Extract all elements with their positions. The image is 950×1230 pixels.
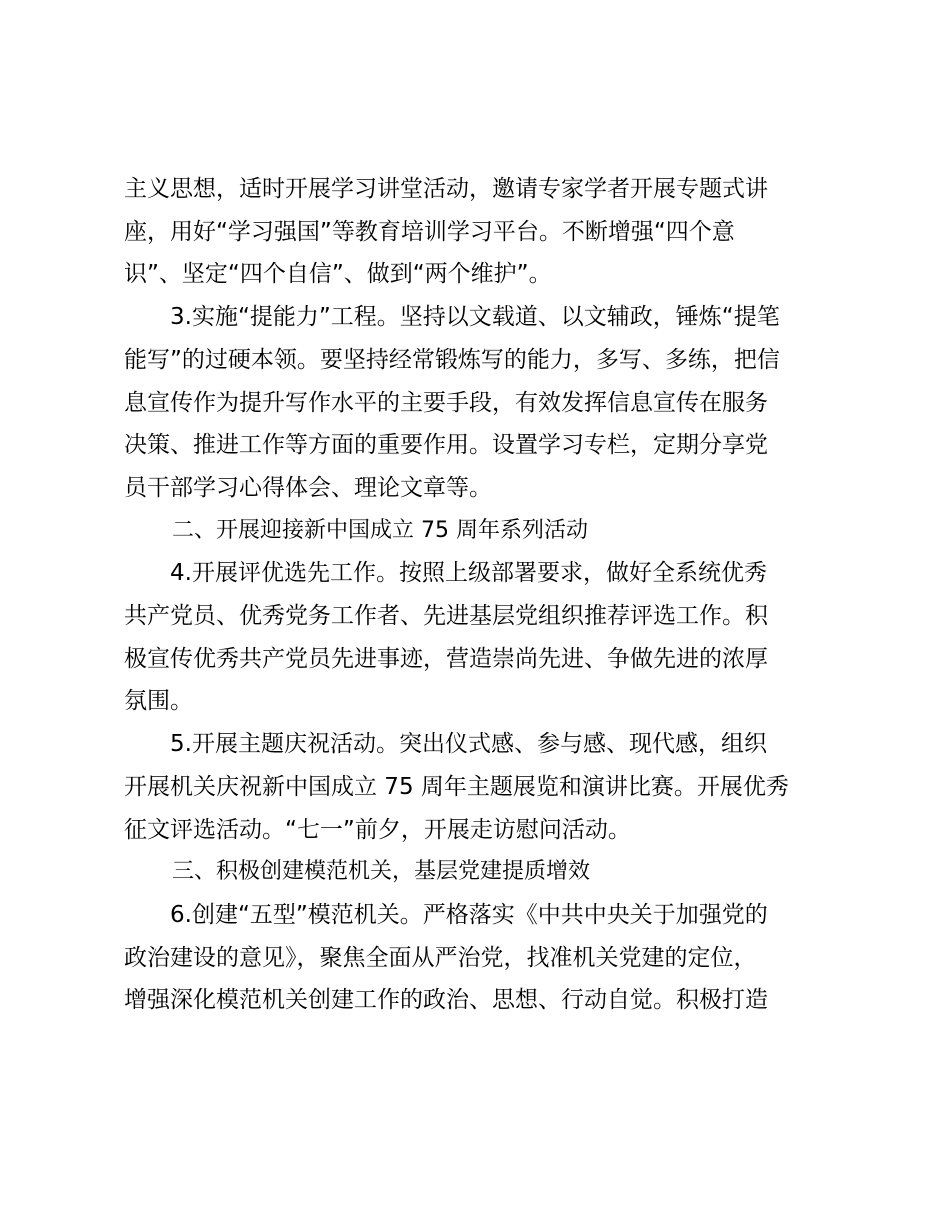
text-line: 氛围。: [124, 688, 193, 715]
text-line: 识”、坚定“四个自信”、做到“两个维护”。: [124, 261, 552, 288]
text-line: 开展机关庆祝新中国成立 75 周年主题展览和演讲比赛。开展优秀: [124, 773, 789, 800]
paragraph-2: [124, 296, 834, 510]
heading-line: 二、开展迎接新中国成立 75 周年系列活动: [172, 517, 588, 543]
text-line: 息宣传作为提升写作水平的主要手段，有效发挥信息宣传在服务: [124, 389, 768, 416]
section-heading-3: [124, 851, 834, 894]
text-line: 政治建设的意见》，聚焦全面从严治党，找准机关党建的定位，: [124, 944, 757, 971]
heading-line: 三、积极创建模范机关，基层党建提质增效: [172, 859, 591, 885]
text-line: 能写”的过硬本领。要坚持经常锻炼写的能力，多写、多练，把信: [124, 346, 780, 373]
text-line: 共产党员、优秀党务工作者、先进基层党组织推荐评选工作。积: [124, 603, 768, 630]
paragraph-4: [124, 552, 834, 723]
text-line: 员干部学习心得体会、理论文章等。: [124, 474, 492, 501]
text-line: 4.开展评优选先工作。按照上级部署要求，做好全系统优秀: [170, 560, 767, 587]
paragraph-1: [124, 168, 834, 296]
text-line: 6.创建“五型”模范机关。严格落实《中共中央关于加强党的: [170, 901, 768, 928]
text-line: 座，用好“学习强国”等教育培训学习平台。不断增强“四个意: [124, 218, 735, 245]
text-line: 决策、推进工作等方面的重要作用。设置学习专栏，定期分享党: [124, 432, 768, 459]
text-line: 主义思想，适时开展学习讲堂活动，邀请专家学者开展专题式讲: [124, 176, 768, 202]
section-heading-2: [124, 510, 834, 553]
paragraph-6: [124, 894, 834, 1022]
text-line: 5.开展主题庆祝活动。突出仪式感、参与感、现代感，组织: [170, 731, 767, 758]
document-body: [124, 168, 834, 1022]
text-line: 征文评选活动。“七一”前夕，开展走访慰问活动。: [124, 816, 631, 843]
paragraph-5: [124, 723, 834, 851]
text-line: 3.实施“提能力”工程。坚持以文载道、以文辅政，锤炼“提笔: [170, 304, 780, 331]
text-line: 增强深化模范机关创建工作的政治、思想、行动自觉。积极打造: [124, 987, 768, 1014]
text-line: 极宣传优秀共产党员先进事迹，营造崇尚先进、争做先进的浓厚: [124, 645, 768, 672]
